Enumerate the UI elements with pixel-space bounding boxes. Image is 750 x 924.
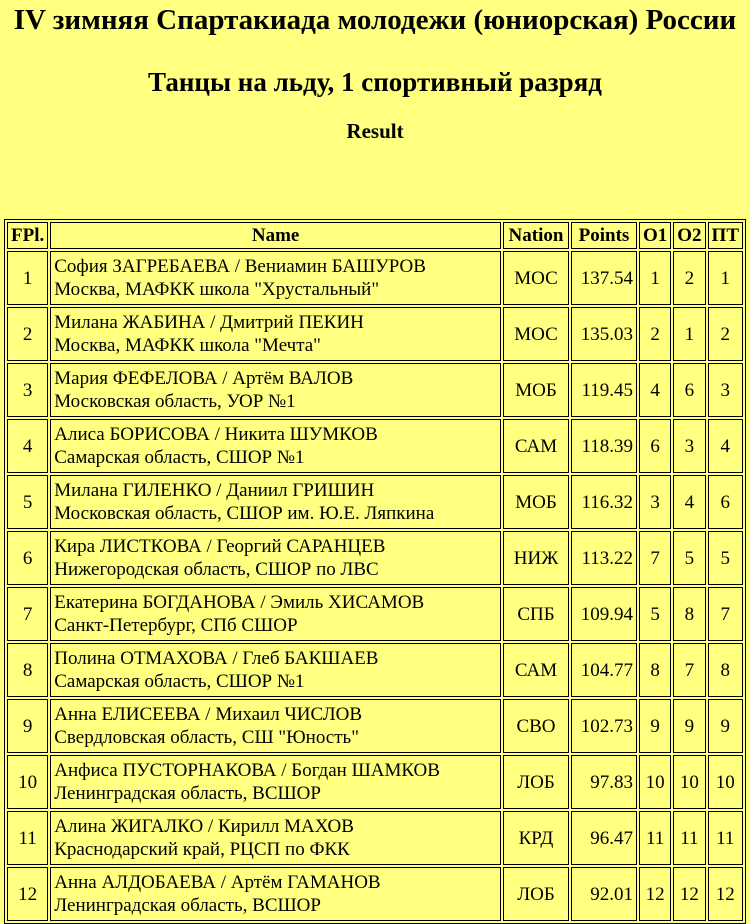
club-name: Нижегородская область, СШОР по ЛВС — [54, 559, 379, 580]
cell-o1: 4 — [639, 363, 671, 417]
skater-names: Мария ФЕФЕЛОВА / Артём ВАЛОВ — [54, 368, 354, 389]
table-row — [7, 251, 743, 305]
cell-fpl: 5 — [7, 475, 48, 529]
club-name: Московская область, СШОР им. Ю.Е. Ляпкина — [54, 503, 435, 524]
cell-nation: СВО — [503, 699, 569, 753]
cell-name — [50, 643, 501, 697]
results-body — [7, 251, 743, 921]
cell-nation: ЛОБ — [503, 755, 569, 809]
cell-pt: 6 — [708, 475, 743, 529]
cell-name — [50, 699, 501, 753]
cell-o1: 6 — [639, 419, 671, 473]
cell-name — [50, 251, 501, 305]
cell-nation: СПБ — [503, 587, 569, 641]
cell-o1: 12 — [639, 867, 671, 921]
cell-o2: 3 — [673, 419, 705, 473]
cell-name — [50, 363, 501, 417]
cell-fpl: 8 — [7, 643, 48, 697]
table-row — [7, 755, 743, 809]
skater-names: Кира ЛИСТКОВА / Георгий САРАНЦЕВ — [54, 536, 386, 557]
cell-name — [50, 811, 501, 865]
club-name: Санкт-Петербург, СПб СШОР — [54, 615, 298, 636]
cell-o2: 1 — [673, 307, 705, 361]
cell-o1: 9 — [639, 699, 671, 753]
skater-names: Милана ЖАБИНА / Дмитрий ПЕКИН — [54, 312, 364, 333]
event-subtitle: Танцы на льду, 1 спортивный разряд — [148, 67, 602, 97]
skater-names: Екатерина БОГДАНОВА / Эмиль ХИСАМОВ — [54, 592, 425, 613]
cell-fpl: 4 — [7, 419, 48, 473]
section-heading: Result — [346, 119, 404, 143]
club-name: Краснодарский край, РЦСП по ФКК — [54, 839, 350, 860]
skater-names: Анна ЕЛИСЕЕВА / Михаил ЧИСЛОВ — [54, 704, 363, 725]
cell-pt: 7 — [708, 587, 743, 641]
skater-names: Анна АЛДОБАЕВА / Артём ГАМАНОВ — [54, 872, 381, 893]
cell-points: 113.22 — [571, 531, 637, 585]
cell-fpl: 12 — [7, 867, 48, 921]
cell-o1: 7 — [639, 531, 671, 585]
cell-points: 92.01 — [571, 867, 637, 921]
club-name: Ленинградская область, ВСШОР — [54, 895, 321, 916]
col-pt: ПТ — [708, 222, 743, 249]
cell-name — [50, 867, 501, 921]
cell-points: 97.83 — [571, 755, 637, 809]
cell-pt: 2 — [708, 307, 743, 361]
cell-pt: 12 — [708, 867, 743, 921]
cell-points: 102.73 — [571, 699, 637, 753]
col-o2: O2 — [673, 222, 705, 249]
cell-nation: САМ — [503, 643, 569, 697]
cell-o1: 3 — [639, 475, 671, 529]
cell-o2: 2 — [673, 251, 705, 305]
cell-pt: 4 — [708, 419, 743, 473]
header-row — [7, 222, 743, 249]
cell-o2: 6 — [673, 363, 705, 417]
col-name: Name — [50, 222, 501, 249]
cell-nation: ЛОБ — [503, 867, 569, 921]
cell-o2: 4 — [673, 475, 705, 529]
table-row — [7, 307, 743, 361]
table-row — [7, 867, 743, 921]
cell-pt: 5 — [708, 531, 743, 585]
table-row — [7, 363, 743, 417]
table-row — [7, 531, 743, 585]
cell-pt: 11 — [708, 811, 743, 865]
cell-points: 116.32 — [571, 475, 637, 529]
cell-o2: 12 — [673, 867, 705, 921]
cell-o2: 8 — [673, 587, 705, 641]
table-row — [7, 419, 743, 473]
cell-points: 135.03 — [571, 307, 637, 361]
cell-fpl: 11 — [7, 811, 48, 865]
cell-points: 109.94 — [571, 587, 637, 641]
cell-o1: 11 — [639, 811, 671, 865]
cell-o2: 11 — [673, 811, 705, 865]
skater-names: Алина ЖИГАЛКО / Кирилл МАХОВ — [54, 816, 354, 837]
table-row — [7, 643, 743, 697]
table-row — [7, 811, 743, 865]
table-row — [7, 475, 743, 529]
cell-points: 96.47 — [571, 811, 637, 865]
cell-o1: 1 — [639, 251, 671, 305]
cell-o1: 2 — [639, 307, 671, 361]
cell-nation: МОБ — [503, 363, 569, 417]
page-title: IV зимняя Спартакиада молодежи (юниорская) России — [13, 4, 737, 36]
skater-names: София ЗАГРЕБАЕВА / Вениамин БАШУРОВ — [54, 256, 426, 277]
cell-nation: НИЖ — [503, 531, 569, 585]
cell-o2: 5 — [673, 531, 705, 585]
col-points: Points — [571, 222, 637, 249]
cell-nation: МОБ — [503, 475, 569, 529]
club-name: Ленинградская область, ВСШОР — [54, 783, 321, 804]
club-name: Свердловская область, СШ "Юность" — [54, 727, 359, 748]
cell-name — [50, 475, 501, 529]
skater-names: Полина ОТМАХОВА / Глеб БАКШАЕВ — [54, 648, 379, 669]
cell-o2: 9 — [673, 699, 705, 753]
cell-pt: 8 — [708, 643, 743, 697]
cell-nation: МОС — [503, 307, 569, 361]
skater-names: Анфиса ПУСТОРНАКОВА / Богдан ШАМКОВ — [54, 760, 440, 781]
cell-points: 119.45 — [571, 363, 637, 417]
col-fpl: FPl. — [7, 222, 48, 249]
cell-o1: 10 — [639, 755, 671, 809]
cell-points: 104.77 — [571, 643, 637, 697]
cell-o2: 7 — [673, 643, 705, 697]
cell-name — [50, 587, 501, 641]
skater-names: Милана ГИЛЕНКО / Даниил ГРИШИН — [54, 480, 375, 501]
cell-nation: МОС — [503, 251, 569, 305]
table-row — [7, 587, 743, 641]
cell-o2: 10 — [673, 755, 705, 809]
cell-fpl: 9 — [7, 699, 48, 753]
cell-fpl: 1 — [7, 251, 48, 305]
club-name: Самарская область, СШОР №1 — [54, 671, 305, 692]
cell-name — [50, 419, 501, 473]
club-name: Самарская область, СШОР №1 — [54, 447, 305, 468]
cell-fpl: 3 — [7, 363, 48, 417]
skater-names: Алиса БОРИСОВА / Никита ШУМКОВ — [54, 424, 378, 445]
club-name: Москва, МАФКК школа "Хрустальный" — [54, 279, 380, 300]
col-nation: Nation — [503, 222, 569, 249]
club-name: Москва, МАФКК школа "Мечта" — [54, 335, 321, 356]
cell-fpl: 6 — [7, 531, 48, 585]
cell-points: 118.39 — [571, 419, 637, 473]
cell-fpl: 10 — [7, 755, 48, 809]
cell-name — [50, 531, 501, 585]
cell-points: 137.54 — [571, 251, 637, 305]
cell-name — [50, 755, 501, 809]
table-row — [7, 699, 743, 753]
cell-fpl: 7 — [7, 587, 48, 641]
cell-fpl: 2 — [7, 307, 48, 361]
cell-pt: 10 — [708, 755, 743, 809]
cell-pt: 9 — [708, 699, 743, 753]
cell-pt: 1 — [708, 251, 743, 305]
cell-o1: 5 — [639, 587, 671, 641]
cell-nation: КРД — [503, 811, 569, 865]
results-table — [4, 219, 746, 924]
col-o1: O1 — [639, 222, 671, 249]
cell-o1: 8 — [639, 643, 671, 697]
club-name: Московская область, УОР №1 — [54, 391, 296, 412]
cell-pt: 3 — [708, 363, 743, 417]
cell-name — [50, 307, 501, 361]
cell-nation: САМ — [503, 419, 569, 473]
